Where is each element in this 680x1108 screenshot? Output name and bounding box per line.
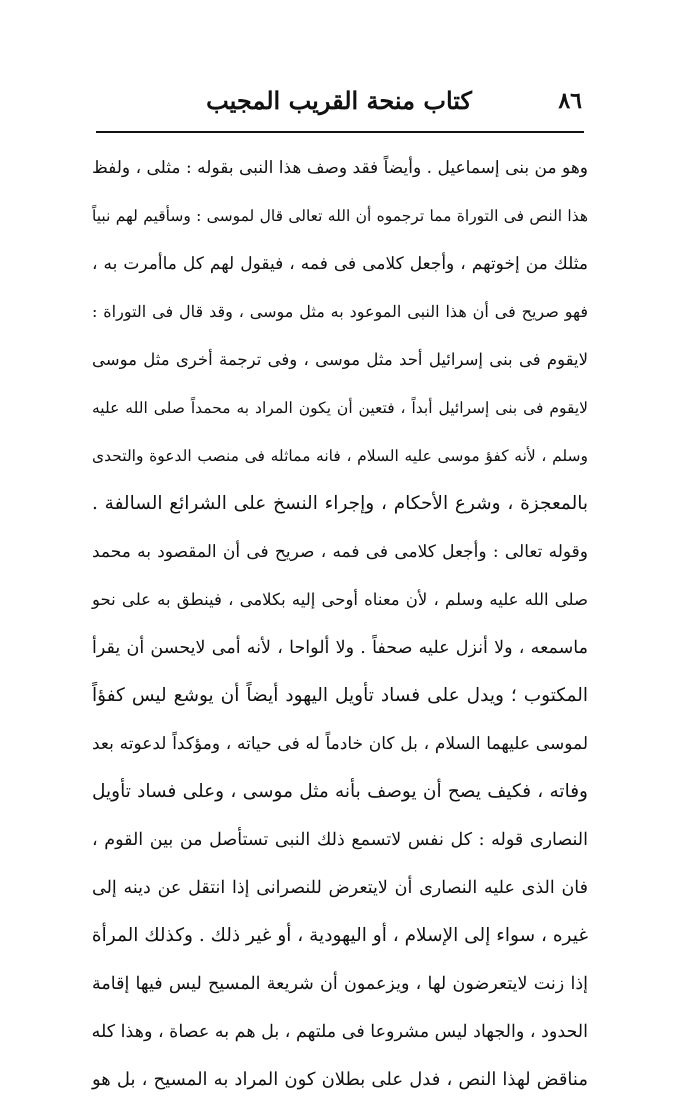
body-text xyxy=(92,148,588,1108)
text-line: إذا زنت لايتعرضون لها ، ويزعمون أن شريعة المسيح ليس فيها إقامة xyxy=(92,974,588,994)
text-line: غيره ، سواء إلى الإسلام ، أو اليهودية ، أو غير ذلك . وكذلك المرأة xyxy=(91,925,588,946)
text-line: النصارى قوله : كل نفس لاتسمع ذلك النبى تستأصل من بين القوم ، xyxy=(92,830,588,850)
text-line: صلى الله عليه وسلم ، لأن معناه أوحى إليه بكلامى ، فينطق به على نحو xyxy=(92,590,588,609)
text-line: فان الذى عليه النصارى أن لايتعرض للنصرانى إذا انتقل عن دينه إلى xyxy=(92,878,588,898)
text-line: الحدود ، والجهاد ليس مشروعا فى ملتهم ، بل هم به عصاة ، وهذا كله xyxy=(91,1022,588,1042)
text-line: لايقوم فى بنى إسرائيل أحد مثل موسى ، وفى ترجمة أخرى مثل موسى xyxy=(92,350,588,369)
text-line: مناقض لهذا النص ، فدل على بطلان كون المراد به المسيح ، بل هو xyxy=(92,1069,588,1090)
text-line: لموسى عليهما السلام ، بل كان خادماً له فى حياته ، ومؤكداً لدعوته بعد xyxy=(92,734,588,754)
text-line: لايقوم فى بنى إسرائيل أبداً ، فتعين أن يكون المراد به محمداً صلى الله عليه xyxy=(92,399,588,417)
text-line: المكتوب ؛ ويدل على فساد تأويل اليهود أيضاً أن يوشع ليس كفؤاً xyxy=(92,685,588,706)
text-line: وقوله تعالى : وأجعل كلامى فى فمه ، صريح فى أن المقصود به محمد xyxy=(92,542,588,562)
text-line: ماسمعه ، ولا أنزل عليه صحفاً . ولا ألواحا ، لأنه أمى لايحسن أن يقرأ xyxy=(92,638,588,658)
text-line: وفاته ، فكيف يصح أن يوصف بأنه مثل موسى ، وعلى فساد تأويل xyxy=(92,781,588,802)
text-line: وهو من بنى إسماعيل . وأيضاً فقد وصف هذا النبى بقوله : مثلى ، ولفظ xyxy=(92,158,588,178)
text-line: مثلك من إخوتهم ، وأجعل كلامى فى فمه ، فيقول لهم كل ماأمرت به ، xyxy=(92,254,588,274)
text-line: هذا النص فى التوراة مما ترجموه أن الله تعالى قال لموسى : وسأقيم لهم نبياً xyxy=(92,207,588,225)
running-title: كتاب منحة القريب المجيب xyxy=(206,86,472,115)
page-number: ٨٦ xyxy=(558,88,582,114)
text-line: وسلم ، لأنه كفؤ موسى عليه السلام ، فانه مماثله فى منصب الدعوة والتحدى xyxy=(92,447,588,465)
text-line: فهو صريح فى أن هذا النبى الموعود به مثل موسى ، وقد قال فى التوراة : xyxy=(92,302,588,321)
header-rule xyxy=(96,131,584,133)
page-header xyxy=(96,86,582,122)
text-line: بالمعجزة ، وشرع الأحكام ، وإجراء النسخ على الشرائع السالفة . xyxy=(92,493,588,514)
